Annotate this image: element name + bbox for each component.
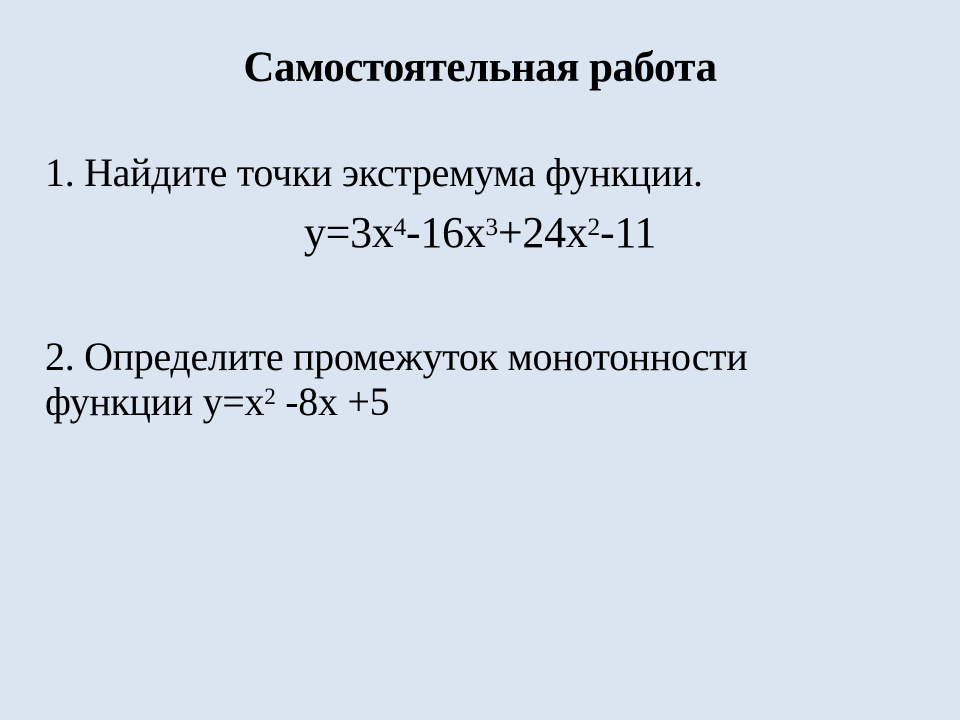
task1-formula — [0, 208, 960, 258]
formula-part: -16х — [405, 208, 486, 257]
formula-part: +24х — [497, 208, 588, 257]
task2-line1: 2. Определите промежуток монотонности — [45, 334, 748, 379]
task2-prompt — [45, 334, 930, 424]
formula-exponent: 2 — [587, 212, 600, 242]
formula-exponent: 4 — [393, 212, 406, 242]
formula-part: у=3х — [303, 208, 394, 257]
formula-exponent: 2 — [264, 384, 276, 411]
task1-prompt: 1. Найдите точки экстремума функции. — [45, 150, 703, 195]
formula-exponent: 3 — [485, 212, 498, 242]
formula-part: -8х +5 — [275, 379, 390, 424]
slide-title: Самостоятельная работа — [243, 44, 717, 91]
task2-line2 — [45, 379, 930, 424]
formula-part: функции у=х — [45, 379, 265, 424]
formula-part: -11 — [599, 208, 657, 257]
